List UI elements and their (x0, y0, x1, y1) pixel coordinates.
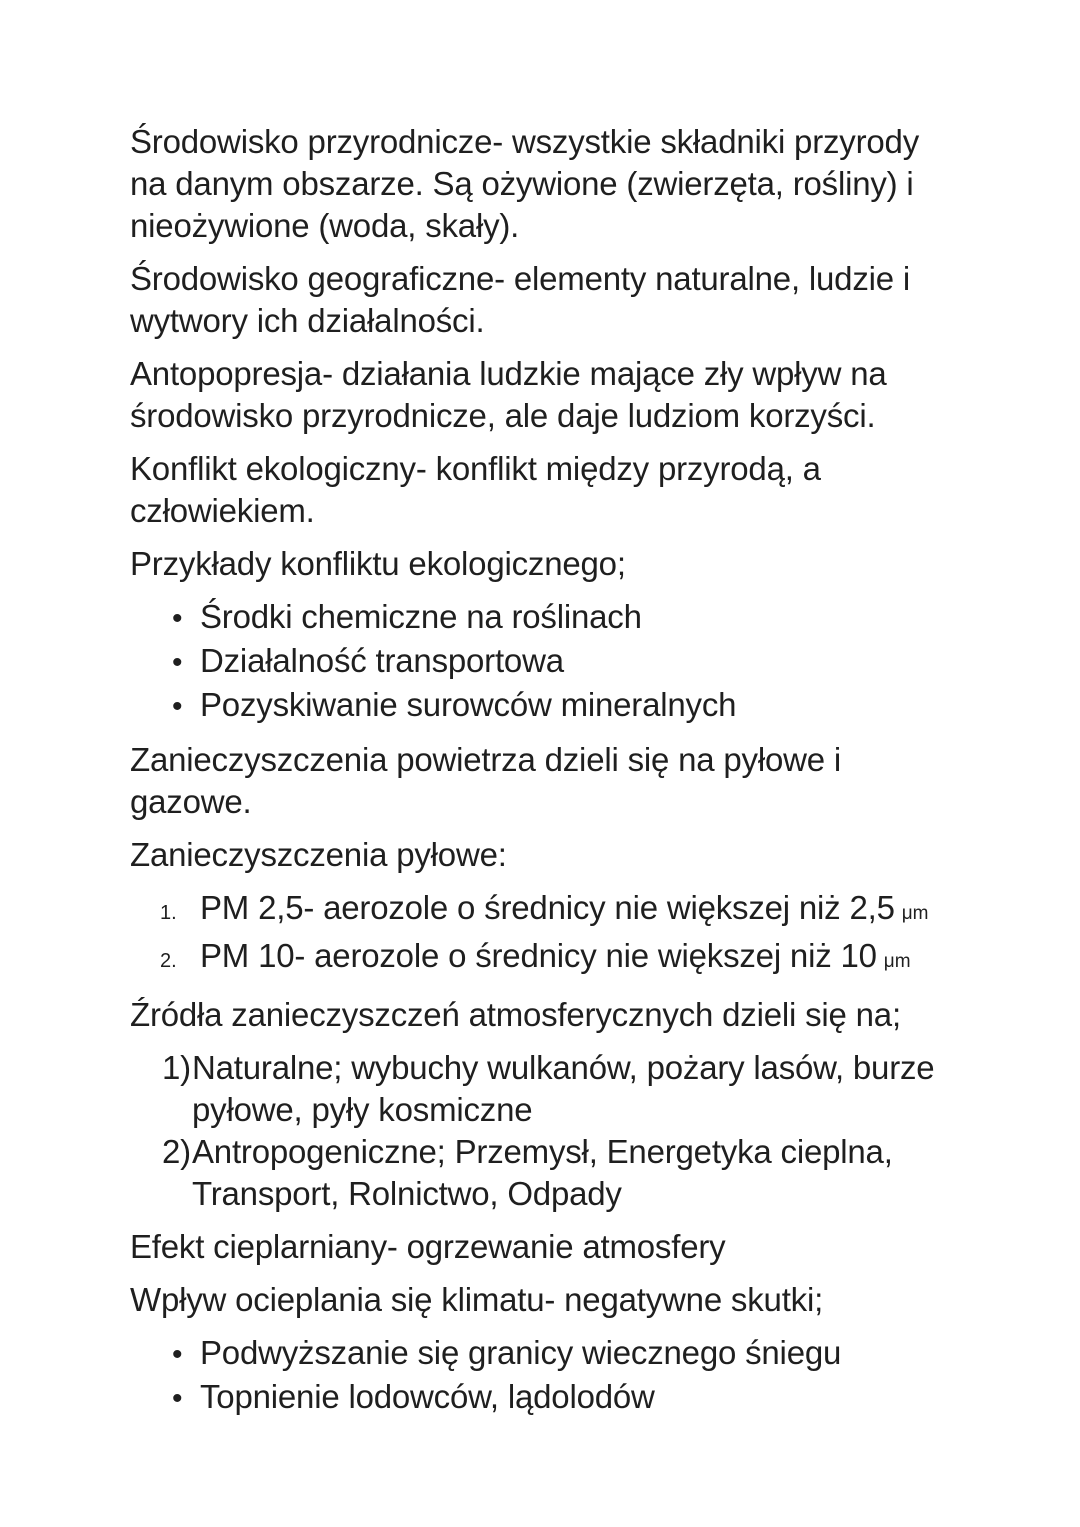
list-item-text: Środki chemiczne na roślinach (200, 598, 642, 635)
list-item-text: Pozyskiwanie surowców mineralnych (200, 686, 737, 723)
number-marker: 2. (160, 950, 177, 972)
list-item-text: Antropogeniczne; Przemysł, Energetyka cieplna, (192, 1133, 893, 1170)
text-line: Zanieczyszczenia pyłowe: (130, 836, 507, 873)
text-line: środowisko przyrodnicze, ale daje ludziom korzyści. (130, 397, 876, 434)
list-item-text: PM 10- aerozole o średnicy nie większej niż 10 (200, 937, 877, 974)
list-item (130, 640, 1055, 684)
list-item (130, 596, 1055, 640)
list-item (130, 1131, 1055, 1173)
paragraph-pollution-sources-heading (130, 994, 1055, 1036)
text-line: gazowe. (130, 783, 252, 820)
bullet-marker: • (172, 1338, 183, 1371)
list-item (130, 1047, 1055, 1089)
bullet-marker: • (172, 646, 183, 679)
number-marker: 2) (162, 1133, 191, 1170)
bullet-list-warming-effects (130, 1332, 1055, 1420)
paragraph-air-pollution-types (130, 739, 1055, 823)
text-line: Środowisko przyrodnicze- wszystkie składniki przyrody (130, 123, 919, 160)
bullet-marker: • (172, 1382, 183, 1415)
text-line: Wpływ ocieplania się klimatu- negatywne skutki; (130, 1281, 824, 1318)
text-line: nieożywione (woda, skały). (130, 207, 520, 244)
unit-micrometer: μm (901, 903, 929, 924)
paragraph-definition-natural-environment (130, 121, 1055, 247)
list-item (130, 684, 1055, 728)
text-line: wytwory ich działalności. (130, 302, 485, 339)
text-line: Efekt cieplarniany- ogrzewanie atmosfery (130, 1228, 726, 1265)
paragraph-definition-geographic-environment (130, 258, 1055, 342)
paragraph-dust-pollution-heading (130, 834, 1055, 876)
numbered-list-pollution-sources (130, 1047, 1055, 1215)
list-item-text: Transport, Rolnictwo, Odpady (192, 1175, 622, 1212)
paragraph-greenhouse-effect (130, 1226, 1055, 1268)
paragraph-definition-antopopresja (130, 353, 1055, 437)
list-item-text: pyłowe, pyły kosmiczne (192, 1091, 533, 1128)
list-item (130, 1332, 1055, 1376)
list-item-text: Topnienie lodowców, lądolodów (200, 1378, 655, 1415)
bullet-marker: • (172, 602, 183, 635)
text-line: Konflikt ekologiczny- konflikt między przyrodą, a (130, 450, 821, 487)
text-line: Zanieczyszczenia powietrza dzieli się na pyłowe i (130, 741, 842, 778)
list-item (130, 1376, 1055, 1420)
list-item (130, 935, 1055, 983)
list-item-text: PM 2,5- aerozole o średnicy nie większej niż 2,5 (200, 889, 895, 926)
text-line: Źródła zanieczyszczeń atmosferycznych dzieli się na; (130, 996, 901, 1033)
number-marker: 1. (160, 902, 177, 924)
list-item-text: Działalność transportowa (200, 642, 564, 679)
list-item (130, 887, 1055, 935)
list-item-text: Podwyższanie się granicy wiecznego śniegu (200, 1334, 842, 1371)
bullet-marker: • (172, 690, 183, 723)
paragraph-conflict-examples-heading (130, 543, 1055, 585)
text-line: Przykłady konfliktu ekologicznego; (130, 545, 626, 582)
text-line: Antopopresja- działania ludzkie mające zły wpływ na (130, 355, 887, 392)
paragraph-definition-ecological-conflict (130, 448, 1055, 532)
bullet-list-conflict-examples (130, 596, 1055, 728)
numbered-list-pm (130, 887, 1055, 983)
unit-micrometer: μm (883, 951, 911, 972)
paragraph-climate-warming-heading (130, 1279, 1055, 1321)
list-item-continuation (130, 1089, 1055, 1131)
list-item-text: Naturalne; wybuchy wulkanów, pożary lasów, burze (192, 1049, 935, 1086)
number-marker: 1) (162, 1049, 191, 1086)
text-line: człowiekiem. (130, 492, 315, 529)
list-item-continuation (130, 1173, 1055, 1215)
text-line: Środowisko geograficzne- elementy naturalne, ludzie i (130, 260, 910, 297)
text-line: na danym obszarze. Są ożywione (zwierzęta, rośliny) i (130, 165, 914, 202)
